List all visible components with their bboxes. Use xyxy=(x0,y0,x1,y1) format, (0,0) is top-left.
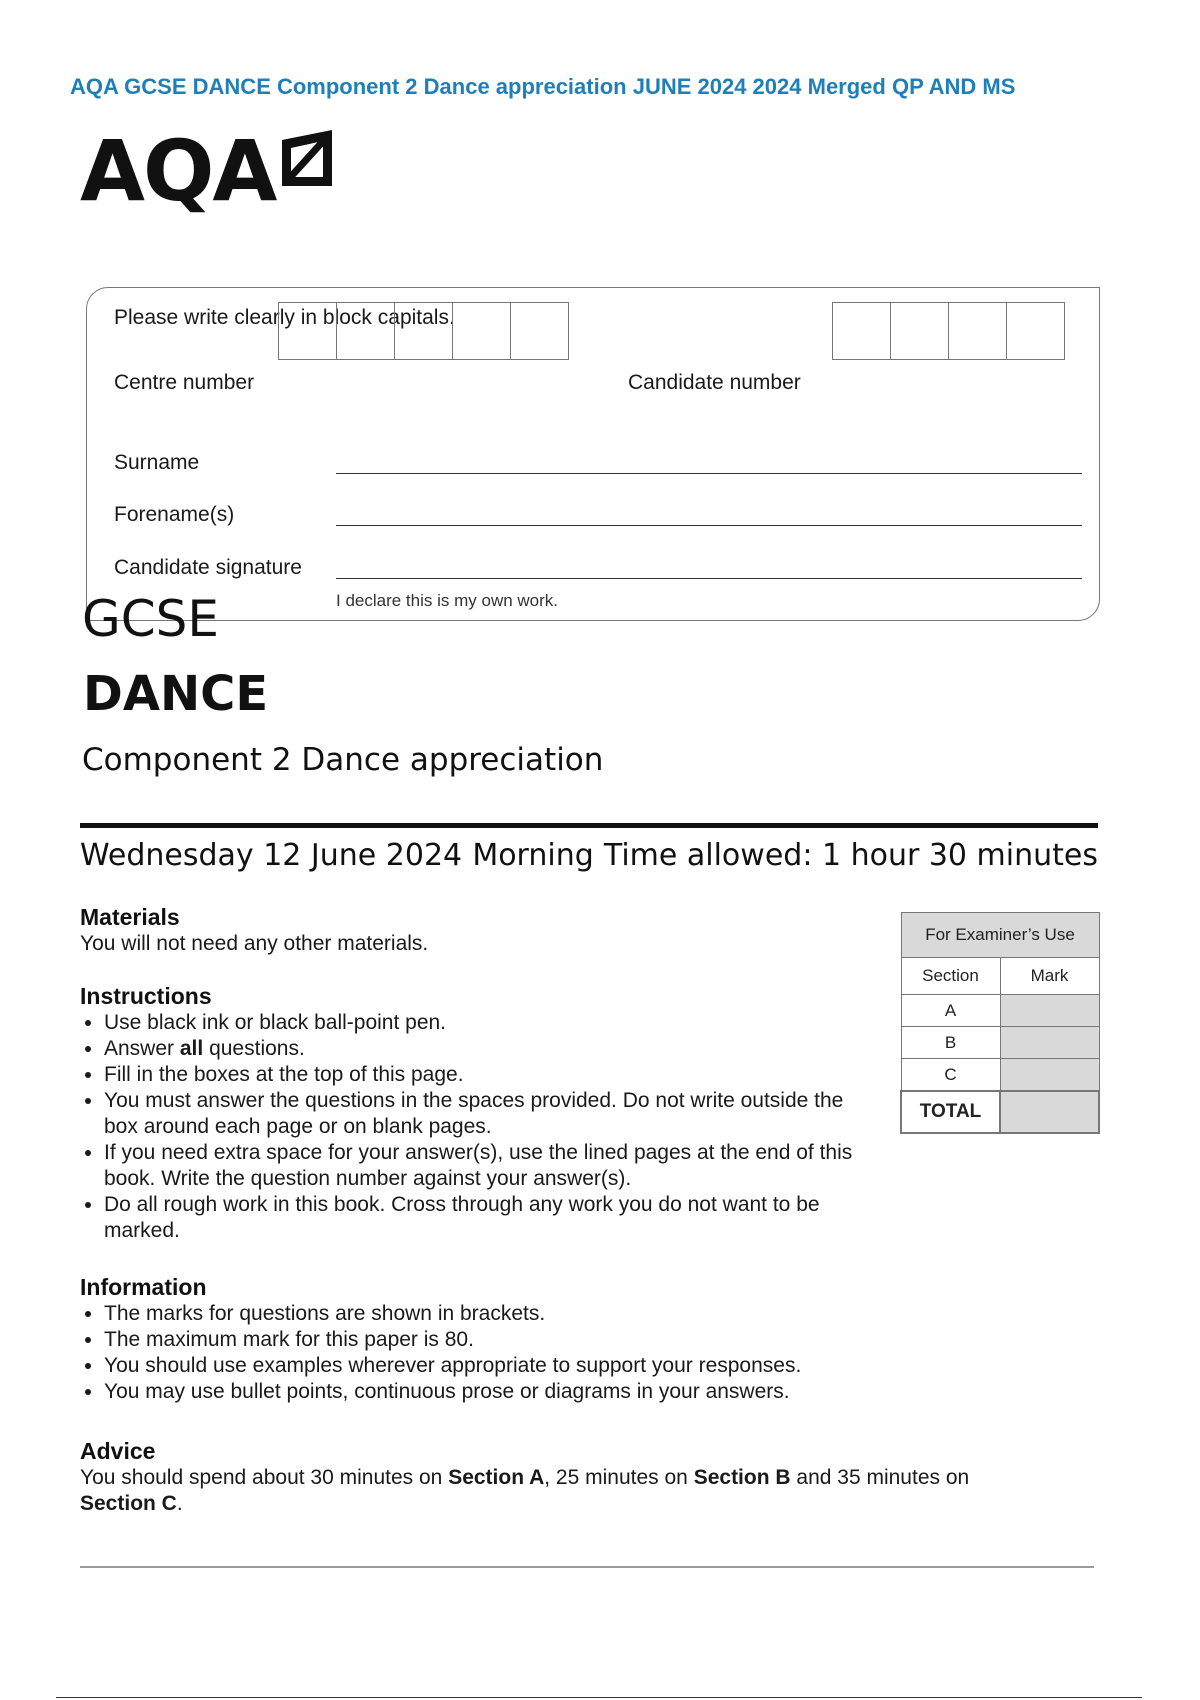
advice-text xyxy=(80,1465,1040,1517)
exam-date: Wednesday 12 June 2024 xyxy=(80,838,463,873)
subject-title: DANCE xyxy=(83,666,269,722)
information-heading: Information xyxy=(80,1274,207,1300)
materials-text: You will not need any other materials. xyxy=(80,932,429,955)
advice-section-c: Section C xyxy=(80,1492,177,1515)
centre-number-digit[interactable] xyxy=(336,302,395,360)
list-item: • Do all rough work in this book. Cross through any work you do not want to be marked. xyxy=(104,1192,880,1244)
mark-cell xyxy=(1000,1027,1099,1059)
materials-heading: Materials xyxy=(80,904,180,930)
list-item: • You should use examples wherever appropriate to support your responses. xyxy=(104,1353,880,1379)
surname-label: Surname xyxy=(114,451,200,474)
mark-column-header: Mark xyxy=(1000,958,1099,995)
advice-heading: Advice xyxy=(80,1438,156,1464)
list-item: • If you need extra space for your answer(s), use the lined pages at the end of this book. Write the question number against your answer(s). xyxy=(104,1140,880,1192)
aqa-logo xyxy=(80,122,350,222)
answer-suffix: questions. xyxy=(209,1037,305,1060)
candidate-number-digit[interactable] xyxy=(948,302,1007,360)
candidate-number-digit[interactable] xyxy=(832,302,891,360)
candidate-number-boxes xyxy=(832,302,1064,360)
centre-number-digit[interactable] xyxy=(510,302,569,360)
footer-divider xyxy=(80,1566,1094,1568)
page-bottom-edge xyxy=(56,1697,1142,1698)
centre-number-digit[interactable] xyxy=(278,302,337,360)
answer-prefix: Answer xyxy=(104,1037,175,1060)
document-title: AQA GCSE DANCE Component 2 Dance appreciation JUNE 2024 2024 Merged QP AND MS xyxy=(70,74,1016,99)
list-item: • The maximum mark for this paper is 80. xyxy=(104,1327,880,1353)
list-item: • You must answer the questions in the spaces provided. Do not write outside the box around each page or on blank pages. xyxy=(104,1088,880,1140)
list-item: • Use black ink or black ball-point pen. xyxy=(104,1010,880,1036)
title-divider xyxy=(80,823,1098,828)
advice-section xyxy=(80,1438,1040,1517)
section-cell: B xyxy=(901,1027,1000,1059)
section-cell: A xyxy=(901,995,1000,1027)
logo-text: AQA xyxy=(80,122,276,220)
list-item: • You may use bullet points, continuous prose or diagrams in your answers. xyxy=(104,1379,880,1405)
advice-section-b: Section B xyxy=(693,1466,791,1489)
advice-part: and 35 minutes on xyxy=(796,1466,970,1489)
list-item xyxy=(104,1036,880,1062)
list-item: • The marks for questions are shown in brackets. xyxy=(104,1301,880,1327)
form-instruction: Please write clearly in block capitals. xyxy=(114,306,455,329)
information-section xyxy=(80,1274,880,1405)
mark-cell xyxy=(1000,995,1099,1027)
signature-field[interactable] xyxy=(336,578,1082,579)
examiner-use-table xyxy=(900,912,1100,1134)
candidate-number-label: Candidate number xyxy=(628,371,801,394)
examiner-table-title: For Examiner’s Use xyxy=(901,913,1099,958)
instructions-list xyxy=(80,1010,880,1244)
instructions-heading: Instructions xyxy=(80,983,212,1009)
materials-section xyxy=(80,904,880,957)
forename-field[interactable] xyxy=(336,525,1082,526)
forename-label: Forename(s) xyxy=(114,503,235,526)
list-item: • Fill in the boxes at the top of this page. xyxy=(104,1062,880,1088)
candidate-number-digit[interactable] xyxy=(890,302,949,360)
qualification-title: GCSE xyxy=(82,590,219,648)
total-mark-cell xyxy=(1000,1091,1099,1133)
information-list xyxy=(80,1301,880,1405)
section-column-header: Section xyxy=(901,958,1000,995)
component-title: Component 2 Dance appreciation xyxy=(82,742,604,778)
mark-cell xyxy=(1000,1059,1099,1092)
surname-field[interactable] xyxy=(336,473,1082,474)
logo-mark-icon xyxy=(276,128,338,190)
advice-part: . xyxy=(176,1492,183,1515)
total-label: TOTAL xyxy=(901,1091,1000,1133)
time-allowed: Time allowed: 1 hour 30 minutes xyxy=(603,838,1098,873)
advice-section-a: Section A xyxy=(448,1466,545,1489)
advice-part: You should spend about 30 minutes on xyxy=(80,1466,443,1489)
exam-info-row xyxy=(80,838,1098,873)
answer-bold: all xyxy=(179,1037,204,1060)
centre-number-label: Centre number xyxy=(114,371,255,394)
declaration-text: I declare this is my own work. xyxy=(336,591,559,610)
signature-label: Candidate signature xyxy=(114,556,302,579)
candidate-number-digit[interactable] xyxy=(1006,302,1065,360)
instructions-section xyxy=(80,983,880,1244)
advice-part: , 25 minutes on xyxy=(544,1466,688,1489)
centre-number-boxes xyxy=(278,302,568,360)
centre-number-digit[interactable] xyxy=(394,302,453,360)
centre-number-digit[interactable] xyxy=(452,302,511,360)
section-cell: C xyxy=(901,1059,1000,1092)
exam-session: Morning xyxy=(472,838,594,873)
